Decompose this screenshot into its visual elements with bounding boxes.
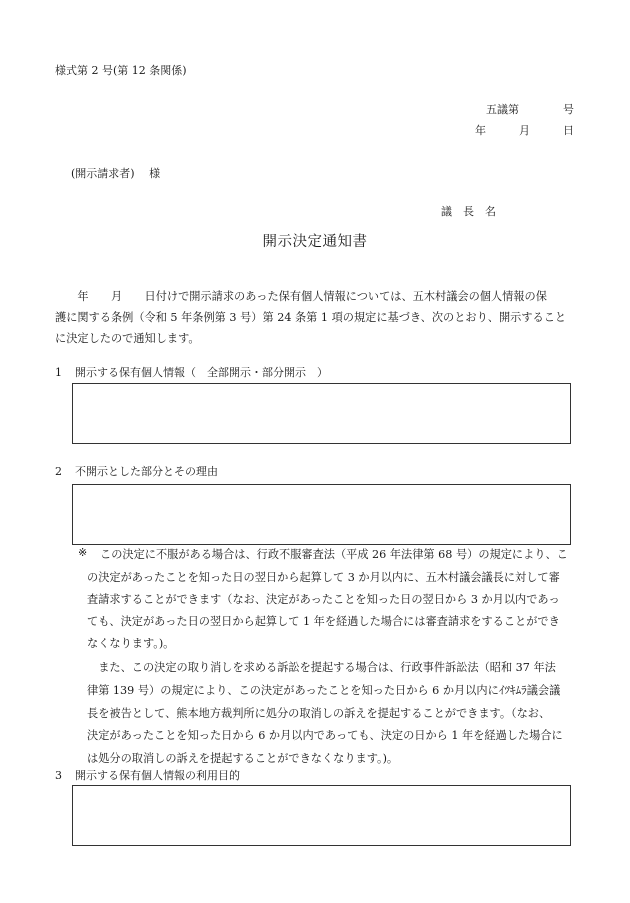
section-2-heading	[55, 465, 218, 479]
intro-line: 護に関する条例（令和 5 年条例第 3 号）第 24 条第 1 項の規定に基づき、次のとおり、開示すること	[55, 311, 567, 324]
intro-line: に決定したので通知します。	[55, 332, 200, 345]
section-label: 開示する保有個人情報の利用目的	[75, 769, 240, 782]
section-1-entry-box[interactable]	[72, 383, 571, 444]
section-1-heading	[55, 366, 328, 380]
note-line: 長を被告として、熊本地方裁判所に処分の取消しの訴えを提起することができます。（なお、	[87, 707, 551, 720]
sender-name: 議 長 名	[441, 205, 496, 218]
note-line: 律第 139 号）の規定により、この決定があったことを知った日から 6 か月以内にｲﾂｷﾑﾗ議会議	[87, 684, 561, 697]
note-line: ても、決定があった日の翌日から起算して 1 年を経過した場合には審査請求をすることができ	[87, 615, 560, 628]
note-line: なくなります。)。	[87, 637, 175, 650]
section-label: 不開示とした部分とその理由	[75, 465, 218, 478]
document-number: 五議第 号	[486, 103, 574, 116]
document-title: 開示決定通知書	[262, 234, 368, 250]
note-line: 決定があったことを知った日から 6 か月以内であっても、決定の日から 1 年を経過した場合に	[87, 729, 563, 742]
form-number-label: 様式第 2 号(第 12 条関係)	[55, 64, 187, 77]
note-line: 査請求することができます（なお、決定があったことを知った日の翌日から 3 か月以内であっ	[87, 593, 560, 606]
addressee: (開示請求者) 様	[71, 167, 161, 180]
note-line: は処分の取消しの訴えを提起することができなくなります。)。	[87, 752, 399, 765]
note-line: この決定に不服がある場合は、行政不服審査法（平成 26 年法律第 68 号）の規定により、こ	[100, 548, 568, 561]
section-3-heading	[55, 769, 240, 783]
note-line: また、この決定の取り消しを求める訴訟を提起する場合は、行政事件訴訟法（昭和 37 年法	[87, 661, 556, 674]
note-line: の決定があったことを知った日の翌日から起算して 3 か月以内に、五木村議会議長に対して審	[87, 571, 560, 584]
section-number: 1	[55, 366, 62, 379]
document-date: 年 月 日	[475, 124, 574, 137]
section-number: 2	[55, 465, 62, 478]
note-mark: ※	[78, 546, 88, 559]
section-3-entry-box[interactable]	[72, 785, 571, 846]
section-number: 3	[55, 769, 62, 782]
section-2-entry-box[interactable]	[72, 484, 571, 545]
intro-line: 年 月 日付けで開示請求のあった保有個人情報については、五木村議会の個人情報の保	[55, 290, 547, 303]
section-label: 開示する保有個人情報（ 全部開示・部分開示 ）	[75, 366, 328, 379]
